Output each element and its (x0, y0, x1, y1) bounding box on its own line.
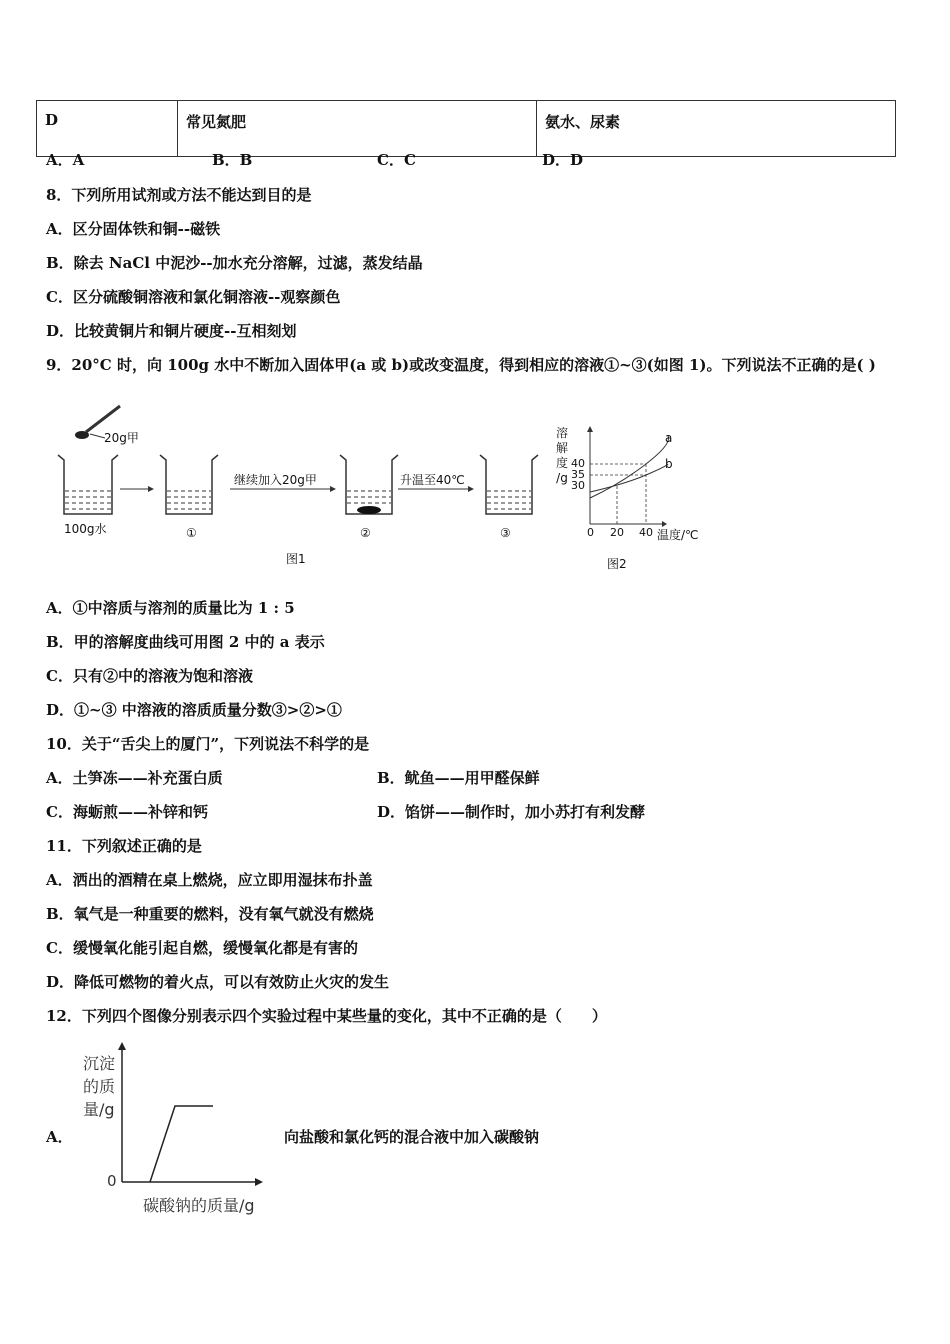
undissolved-solid (357, 506, 381, 514)
curve-label-b: b (665, 457, 673, 471)
q7-option-d: D．D (542, 151, 584, 169)
precipitate-curve (150, 1106, 213, 1182)
q9-stem: 9．20°C 时，向 100g 水中不断加入固体甲(a 或 b)或改变温度，得到相应的溶液①~③(如图 1)。下列说法不正确的是( ) (46, 356, 876, 374)
q11-option-d: D．降低可燃物的着火点，可以有效防止火灾的发生 (46, 973, 390, 991)
q8-option-c: C．区分硫酸铜溶液和氯化铜溶液--观察颜色 (46, 288, 341, 306)
q10-option-d: D．馅饼——制作时，加小苏打有利发酵 (377, 803, 646, 821)
q9-option-c: C．只有②中的溶液为饱和溶液 (46, 667, 253, 685)
step3-label: 升温至40℃ (400, 473, 465, 487)
graph-origin: 0 (107, 1172, 117, 1190)
q7-option-c: C．C (377, 151, 416, 169)
graph-ylabel (83, 1052, 115, 1121)
q8-stem: 8．下列所用试剂或方法不能达到目的是 (46, 186, 312, 204)
ylabel-line: 量/g (83, 1100, 115, 1119)
q10-stem: 10．关于“舌尖上的厦门”，下列说法不科学的是 (46, 735, 370, 753)
beaker-icon (58, 455, 118, 514)
curve-b (590, 464, 668, 492)
ylabel-char: 度 (555, 456, 568, 470)
step2-label: 继续加入20g甲 (234, 473, 317, 487)
q12-option-a-letter: A． (46, 1128, 73, 1146)
curve-label-a: a (665, 431, 673, 445)
beaker-label-2: ② (360, 526, 371, 540)
figure-2-caption: 图2 (607, 557, 627, 571)
q12-stem: 12．下列四个图像分别表示四个实验过程中某些量的变化，其中不正确的是（ ） (46, 1007, 607, 1025)
q8-option-d: D．比较黄铜片和铜片硬度--互相刻划 (46, 322, 297, 340)
water-label: 100g水 (64, 522, 107, 536)
ylabel-line: 沉淀 (83, 1054, 116, 1073)
solubility-chart (550, 422, 710, 572)
ytick-40: 40 (571, 457, 585, 470)
answer-table (36, 100, 896, 157)
chart-ylabel (555, 426, 569, 486)
q9-option-b: B．甲的溶解度曲线可用图 2 中的 a 表示 (46, 633, 325, 651)
figure-1 (50, 398, 550, 573)
q9-option-a: A．①中溶质与溶剂的质量比为 1 : 5 (46, 599, 295, 617)
xtick-20: 20 (610, 526, 624, 539)
q8-option-b: B．除去 NaCl 中泥沙--加水充分溶解，过滤，蒸发结晶 (46, 254, 423, 272)
ylabel-char: 解 (555, 441, 568, 455)
q11-stem: 11．下列叙述正确的是 (46, 837, 202, 855)
chart-xlabel: 温度/℃ (657, 528, 699, 542)
ylabel-char: 溶 (555, 426, 568, 440)
table-cell: 氨水、尿素 (537, 101, 896, 157)
xtick-40: 40 (639, 526, 653, 539)
q7-option-b: B．B (212, 151, 253, 169)
ylabel-char: /g (556, 471, 568, 485)
xtick-0: 0 (587, 526, 594, 539)
q12-option-a-text: 向盐酸和氯化钙的混合液中加入碳酸钠 (284, 1128, 540, 1146)
ylabel-line: 的质 (83, 1077, 116, 1096)
ytick-35: 35 (571, 468, 585, 481)
figure-1-caption: 图1 (286, 552, 306, 566)
beaker-label-1: ① (186, 526, 197, 540)
q7-option-a: A．A (46, 151, 85, 169)
precipitate-graph (75, 1040, 285, 1220)
graph-xlabel: 碳酸钠的质量/g (143, 1196, 255, 1215)
spoon-label: 20g甲 (104, 431, 139, 445)
table-cell: D (37, 101, 178, 157)
table-row (37, 101, 896, 157)
table-cell: 常见氮肥 (178, 101, 537, 157)
beaker-label-3: ③ (500, 526, 511, 540)
q9-option-d: D．①~③ 中溶液的溶质质量分数③>②>① (46, 701, 342, 719)
figure-2 (550, 422, 710, 572)
q11-option-b: B．氧气是一种重要的燃料，没有氧气就没有燃烧 (46, 905, 374, 923)
q10-option-a: A．土笋冻——补充蛋白质 (46, 769, 223, 787)
q11-option-a: A．洒出的酒精在桌上燃烧，应立即用湿抹布扑盖 (46, 871, 373, 889)
q10-option-b: B．鱿鱼——用甲醛保鲜 (377, 769, 540, 787)
q10-option-c: C．海蛎煎——补锌和钙 (46, 803, 208, 821)
ytick-30: 30 (571, 479, 585, 492)
q11-option-c: C．缓慢氧化能引起自燃，缓慢氧化都是有害的 (46, 939, 358, 957)
q8-option-a: A．区分固体铁和铜--磁铁 (46, 220, 221, 238)
